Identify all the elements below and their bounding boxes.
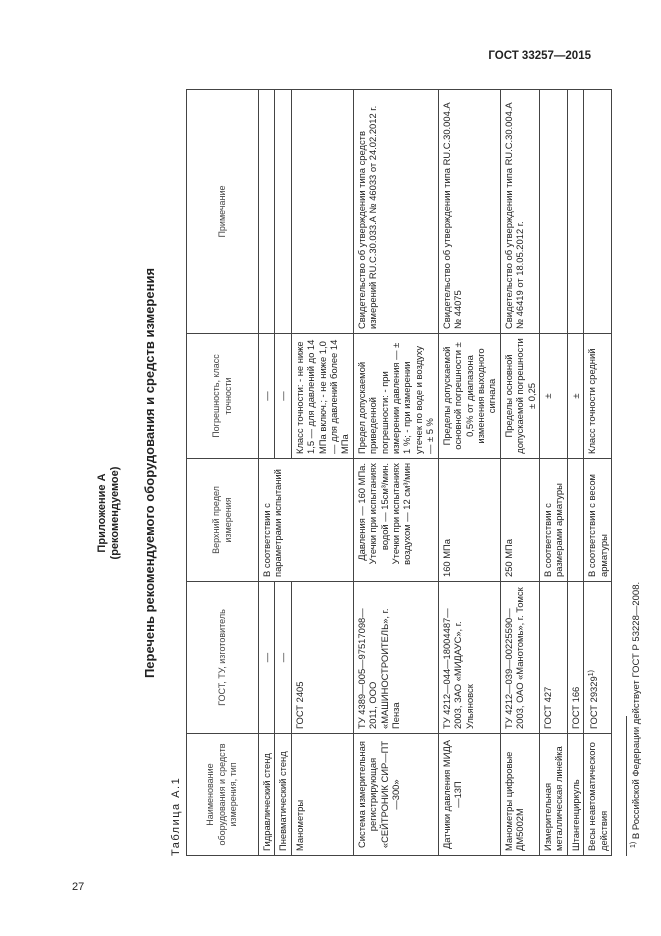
table-cell: ± <box>539 334 567 459</box>
table-cell: Датчики давления МИДА—13П <box>438 734 500 856</box>
footnote <box>630 90 642 856</box>
table-cell: — <box>259 334 275 459</box>
table-cell: ТУ 4212—039—00225590—2003, ОАО «Манотомь», г. Томск <box>500 582 539 734</box>
table-cell: Пневматический стенд <box>275 734 291 856</box>
table-cell: Класс точности: - не ниже 1,5 — для давлений до 14 МПа включ.; - не ниже 1,0 — для давлений более 14 МПа <box>291 334 353 459</box>
table-cell: В соответствии с параметрами испытаний <box>259 459 354 582</box>
table-cell <box>291 90 353 334</box>
table-cell <box>567 90 583 334</box>
table-cell: ГОСТ 427 <box>539 582 567 734</box>
footnote-ref: 1) <box>588 670 596 677</box>
title-block <box>96 90 158 856</box>
gost-29329-ref: ГОСТ 29329 <box>588 676 600 729</box>
table-cell <box>584 90 612 334</box>
table-cell: ТУ 4389—005—97517098—2011, ООО «МАШИНОСТРОИТЕЛЬ», г. Пенза <box>353 582 438 734</box>
table-cell: Давления — 160 МПа. Утечки при испытаниях водой — 15см³/мин. Утечки при испытаниях воздухом — 12 см³/мин <box>353 459 438 582</box>
page-number: 27 <box>72 881 85 893</box>
table-cell: Гидравлический стенд <box>259 734 275 856</box>
table-cell: Манометры цифровые ДМ5002М <box>500 734 539 856</box>
header-cell: Наименование оборудования и средств измерения, тип <box>187 734 259 856</box>
section-title: Перечень рекомендуемого оборудования и средств измерения <box>142 267 157 679</box>
appendix-title: Приложение А <box>96 473 108 553</box>
table-cell: ТУ 4212—044—18004487—2003, ЗАО «МИДАУС», г. Ульяновск <box>438 582 500 734</box>
table-cell: ± <box>567 334 583 459</box>
table-cell: Система измерительная регистрирующая «СЕЙТРОНИК СИР—ПТ—300» <box>353 734 438 856</box>
table-cell: 250 МПа <box>500 459 539 582</box>
table-row <box>584 90 612 856</box>
table-cell: Пределы основной допускаемой погрешности ± 0,25 <box>500 334 539 459</box>
table-cell: Класс точности средний <box>584 334 612 459</box>
table-cell <box>539 90 567 334</box>
table-row <box>259 90 275 856</box>
table-cell <box>584 582 612 734</box>
table-cell: В соответствии с весом арматуры <box>584 459 612 582</box>
table-cell: Свидетельство об утверждении типа средств измерений RU.C.30.033.А № 46033 от 24.02.2012 г. <box>353 90 438 334</box>
footnote-separator <box>626 716 627 856</box>
table-row <box>500 90 539 856</box>
appendix-subtitle: (рекомендуемое) <box>109 466 121 560</box>
footnote-text: В Российской Федерации действует ГОСТ Р 53228—2008. <box>631 581 643 840</box>
table-cell: Пределы допускаемой основной погрешности ± 0,5% от диапазона изменения выходного сигнала <box>438 334 500 459</box>
table-cell: ГОСТ 166 <box>567 582 583 734</box>
table-cell: Свидетельство об утверждении типа RU.C.30.004.А № 44075 <box>438 90 500 334</box>
table-row <box>539 90 567 856</box>
table-cell: В соответствии с размерами арматуры <box>539 459 567 582</box>
table-cell: Измерительная металлическая линейка <box>539 734 567 856</box>
table-cell: Предел допускаемой приведенной погрешности: - при измерении давления — ± 1 %; - при измерении утечек по воде и воздуху — ± 5 % <box>353 334 438 459</box>
table-cell: Весы неавтоматического действия <box>584 734 612 856</box>
table-row <box>353 90 438 856</box>
table-caption: Таблица А.1 <box>170 776 182 856</box>
header-cell: Погрешность, класс точности <box>187 334 259 459</box>
table-cell: — <box>275 334 291 459</box>
table-row <box>438 90 500 856</box>
table-cell: 160 МПа <box>438 459 500 582</box>
table-header-row <box>187 90 259 856</box>
rotated-page-content <box>96 90 643 856</box>
table-cell: Свидетельство об утверждении типа RU.C.30.004.А № 46419 от 18.05.2012 г. <box>500 90 539 334</box>
footnote-marker: 1) <box>629 841 637 848</box>
header-cell: ГОСТ, ТУ, изготовитель <box>187 582 259 734</box>
equipment-table <box>186 89 612 856</box>
table-cell: ГОСТ 2405 <box>291 582 353 734</box>
table-cell: — <box>259 582 275 734</box>
table-cell: Штангенциркуль <box>567 734 583 856</box>
table-cell <box>567 459 583 582</box>
table-row <box>567 90 583 856</box>
header-cell: Примечание <box>187 90 259 334</box>
table-cell <box>259 90 275 334</box>
table-cell: — <box>275 582 291 734</box>
table-cell: Манометры <box>291 734 353 856</box>
table-cell <box>275 90 291 334</box>
document-code: ГОСТ 33257—2015 <box>488 50 591 62</box>
header-cell: Верхний предел измерения <box>187 459 259 582</box>
